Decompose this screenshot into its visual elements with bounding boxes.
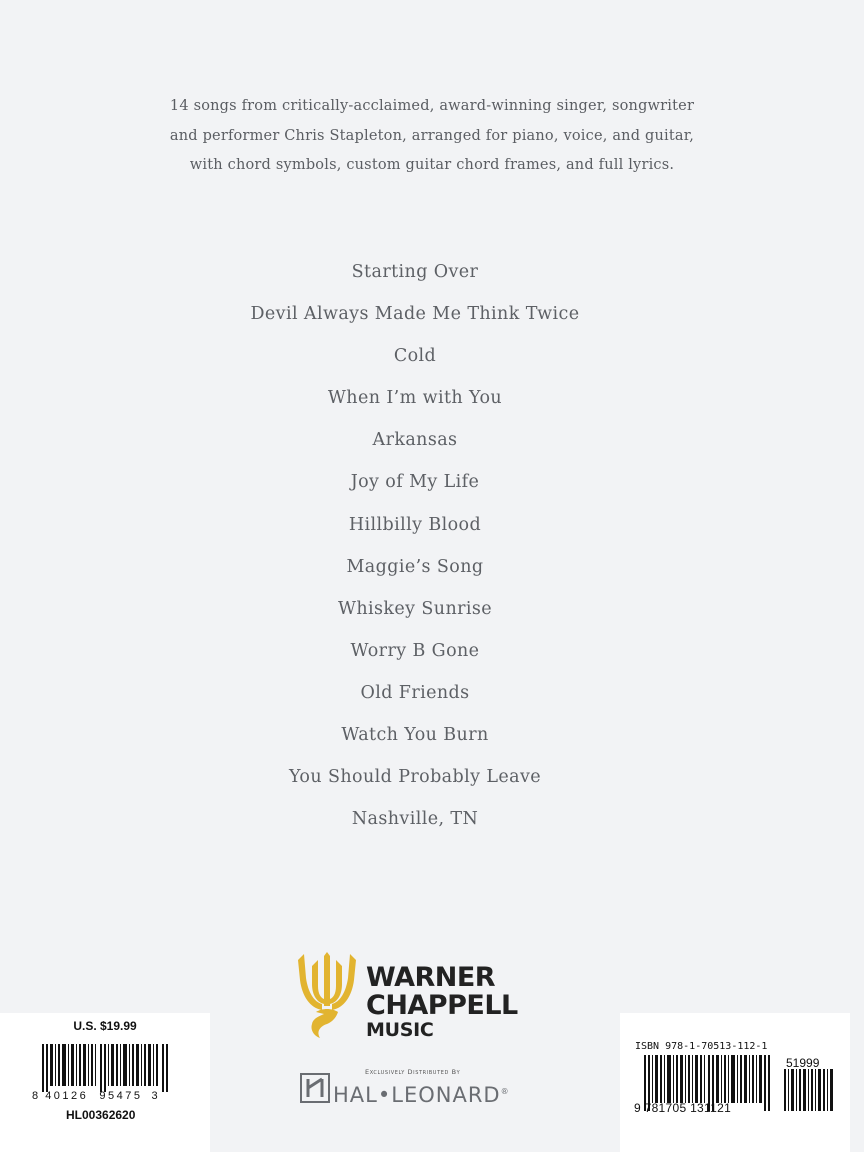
isbn-label: ISBN 978-1-70513-112-1 <box>635 1041 768 1052</box>
song-title: Cold <box>393 346 437 367</box>
song-title: Watch You Burn <box>341 725 489 746</box>
isbn-barcode-panel <box>620 1013 850 1152</box>
song-title: Old Friends <box>360 682 470 703</box>
warner-chappell-logo <box>296 952 546 1042</box>
logo-line-music: MUSIC <box>366 1019 434 1041</box>
song-title: Devil Always Made Me Think Twice <box>250 304 580 325</box>
upc-barcode-panel <box>0 1013 210 1152</box>
upc-trail-digit: 3 <box>151 1090 158 1102</box>
isbn-addon-digits: 51999 <box>786 1056 820 1070</box>
isbn-barcode-digits: 9 781705 131121 <box>634 1101 732 1115</box>
song-title: Worry B Gone <box>350 640 480 661</box>
song-title: Whiskey Sunrise <box>337 598 493 619</box>
hal-leonard-logo <box>300 1073 560 1109</box>
song-title: You Should Probably Leave <box>288 767 542 788</box>
upc-group-2: 95475 <box>99 1090 143 1102</box>
upc-barcode <box>42 1044 168 1092</box>
intro-line-3: with chord symbols, custom guitar chord frames, and full lyrics. <box>189 157 675 173</box>
intro-line-2: and performer Chris Stapleton, arranged for piano, voice, and guitar, <box>169 127 695 144</box>
song-title: Maggie’s Song <box>346 556 484 577</box>
song-title: Arkansas <box>372 430 458 451</box>
product-code: HL00362620 <box>66 1108 136 1122</box>
warner-chappell-crown-icon <box>296 952 358 1042</box>
distributor-name: HAL•LEONARD <box>333 1083 501 1107</box>
upc-group-1: 40126 <box>45 1090 89 1102</box>
registered-mark: ® <box>500 1087 510 1096</box>
warner-chappell-wordmark <box>366 964 518 1040</box>
hal-leonard-wordmark <box>333 1083 510 1107</box>
song-title: Joy of My Life <box>350 472 480 493</box>
intro-line-1: 14 songs from critically-acclaimed, award-winning singer, songwriter <box>169 98 695 114</box>
upc-lead-digit: 8 <box>32 1090 39 1102</box>
price-label: U.S. $19.99 <box>73 1019 137 1033</box>
song-title: Hillbilly Blood <box>348 514 482 535</box>
upc-digits <box>32 1090 182 1102</box>
hal-leonard-mark-icon <box>300 1073 330 1103</box>
song-list <box>0 258 830 847</box>
song-title: Starting Over <box>351 262 479 282</box>
song-title: Nashville, TN <box>351 809 479 830</box>
logo-line-warner: WARNER <box>366 962 496 993</box>
song-title: When I’m with You <box>327 388 503 409</box>
logo-line-chappell: CHAPPELL <box>366 990 518 1021</box>
distributed-by-label: Exclusively Distributed By <box>365 1068 461 1076</box>
intro-text <box>0 92 864 181</box>
